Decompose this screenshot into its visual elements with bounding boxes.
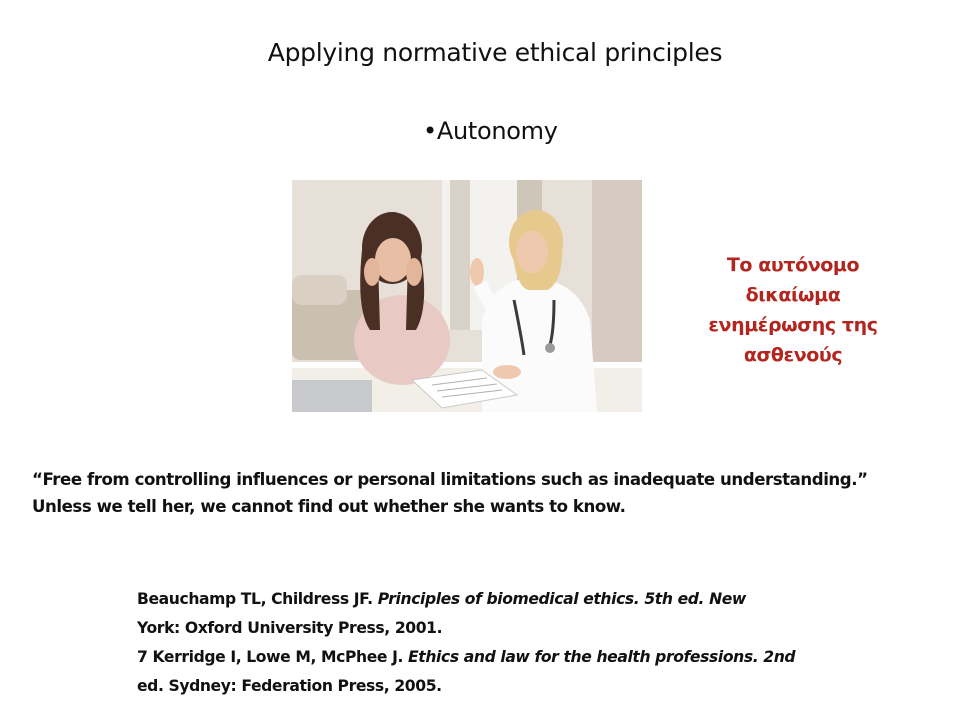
reference-text: 7 Kerridge I, Lowe M, McPhee J. (137, 648, 409, 666)
slide-title: Applying normative ethical principles (267, 38, 723, 67)
reference-1-line-1 (137, 585, 917, 614)
references (137, 585, 917, 701)
autonomy-quote (32, 466, 942, 520)
quote-line: Unless we tell her, we cannot find out whether she wants to know. (32, 497, 626, 516)
reference-title: Ethics and law for the health professions. 2nd (408, 648, 796, 666)
greek-caption-line: Το αυτόνομο (726, 254, 860, 276)
greek-caption-line: ενημέρωσης της (708, 314, 878, 336)
greek-caption-line: δικαίωμα (745, 284, 841, 306)
bullet-autonomy: •Autonomy (423, 117, 558, 145)
reference-2-line-2: ed. Sydney: Federation Press, 2005. (137, 677, 442, 695)
quote-line: “Free from controlling influences or personal limitations such as inadequate understanding.” (32, 470, 868, 489)
doctor-patient-photo (292, 180, 642, 412)
greek-caption (686, 250, 900, 370)
reference-text: Beauchamp TL, Childress JF. (137, 590, 378, 608)
reference-title: Principles of biomedical ethics. 5th ed. New (377, 590, 746, 608)
reference-1-line-2: York: Oxford University Press, 2001. (137, 619, 443, 637)
greek-caption-line: ασθενούς (743, 344, 843, 366)
reference-2-line-1 (137, 643, 917, 672)
